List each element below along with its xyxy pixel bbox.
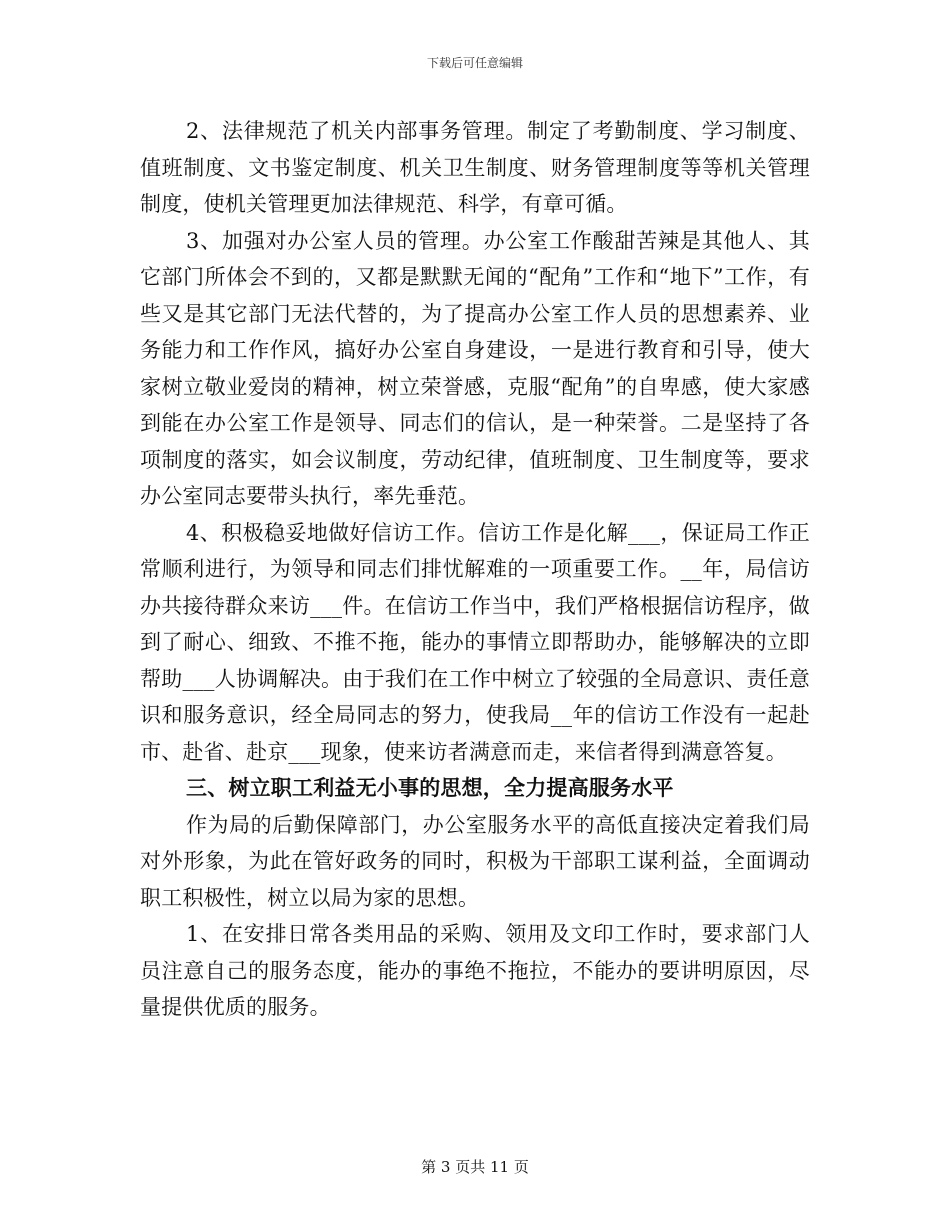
document-body bbox=[140, 113, 810, 1026]
paragraph-4-petition-work: 4、积极稳妥地做好信访工作。信访工作是化解___，保证局工作正常顺利进行，为领导和同志们排忧解难的一项重要工作。__年，局信访办共接待群众来访___件。在信访工作当中，我们严格根据信访程序，做到了耐心、细致、不推不拖，能办的事情立即帮助办，能够解决的立即帮助___人协调解决。由于我们在工作中树立了较强的全局意识、责任意识和服务意识，经全局同志的努力，使我局__年的信访工作没有一起赴市、赴省、赴京___现象，使来访者满意而走，来信者得到满意答复。 bbox=[140, 520, 810, 764]
paragraph-3-staff-management: 3、加强对办公室人员的管理。办公室工作酸甜苦辣是其他人、其它部门所体会不到的，又都是默默无闻的“配角”工作和“地下”工作，有些又是其它部门无法代替的，为了提高办公室工作人员的思想素养、业务能力和工作作风，搞好办公室自身建设，一是进行教育和引导，使大家树立敬业爱岗的精神，树立荣誉感，克服“配角”的自卑感，使大家感到能在办公室工作是领导、同志们的信认，是一种荣誉。二是坚持了各项制度的落实，如会议制度，劳动纪律，值班制度、卫生制度等，要求办公室同志要带头执行，率先垂范。 bbox=[140, 228, 810, 508]
section-heading-3: 三、树立职工利益无小事的思想，全力提高服务水平 bbox=[186, 775, 674, 800]
page-number: 第 3 页共 11 页 bbox=[421, 1158, 529, 1176]
paragraph-service-intro: 作为局的后勤保障部门，办公室服务水平的高低直接决定着我们局对外形象，为此在管好政务的同时，积极为干部职工谋利益，全面调动职工积极性，树立以局为家的思想。 bbox=[140, 812, 810, 910]
paragraph-1-service-attitude: 1、在安排日常各类用品的采购、领用及文印工作时，要求部门人员注意自己的服务态度，能办的事绝不拖拉，不能办的要讲明原因，尽量提供优质的服务。 bbox=[140, 922, 810, 1019]
paragraph-2-legal-management: 2、法律规范了机关内部事务管理。制定了考勤制度、学习制度、值班制度、文书鉴定制度、机关卫生制度、财务管理制度等等机关管理制度，使机关管理更加法律规范、科学，有章可循。 bbox=[140, 119, 810, 216]
header-note: 下载后可任意编辑 bbox=[426, 56, 523, 70]
